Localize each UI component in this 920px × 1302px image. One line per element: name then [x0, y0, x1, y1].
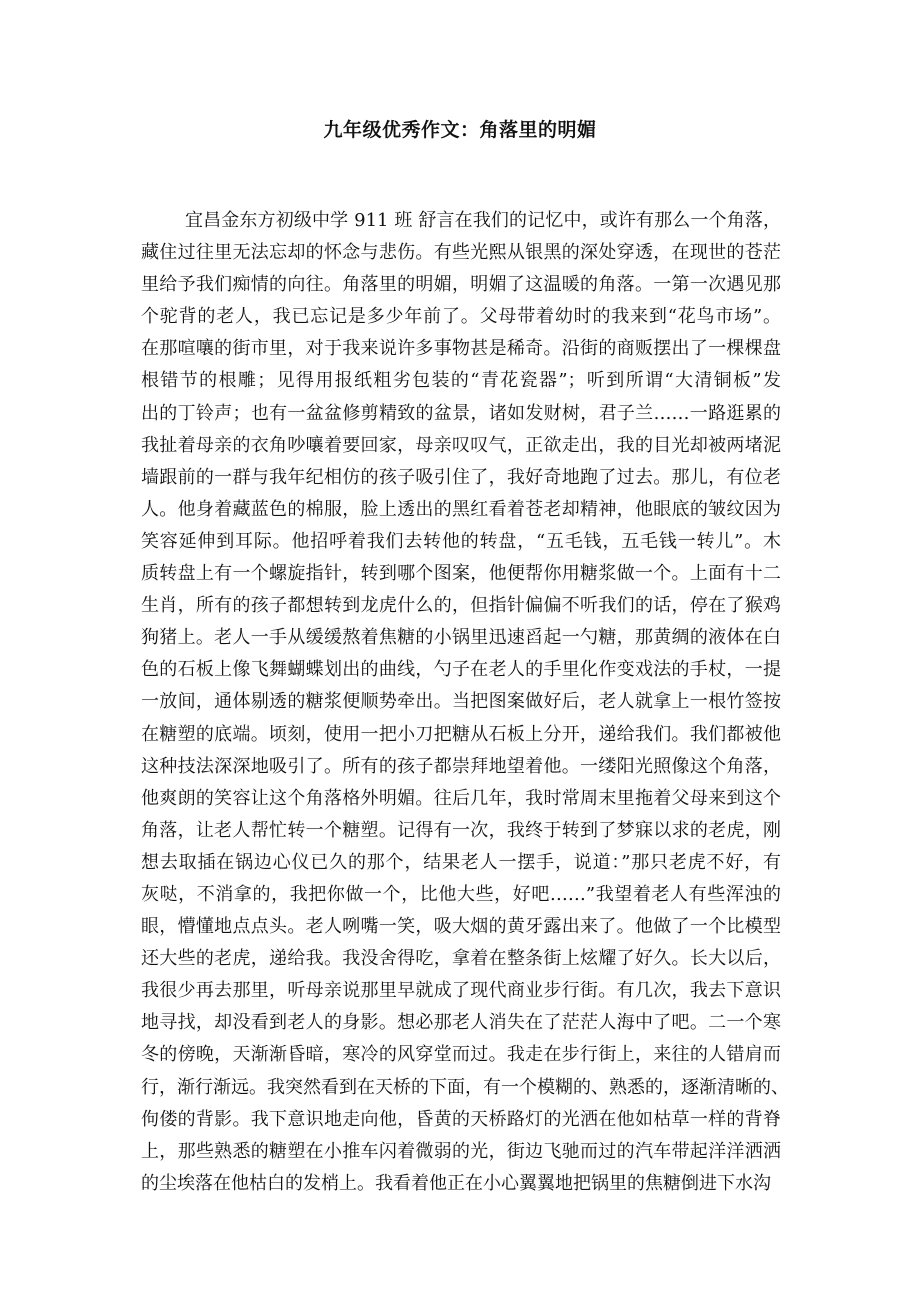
text-line: 灰哒，不消拿的，我把你做一个，比他大些，好吧……”我望着老人有些浑浊的	[141, 883, 781, 905]
text-line: 在糖塑的底端。顷刻，使用一把小刀把糖从石板上分开，递给我们。我们都被他	[141, 723, 781, 745]
text-line: 想去取插在锅边心仪已久的那个，结果老人一摆手，说道：”那只老虎不好，有	[141, 851, 781, 873]
text-line: 角落，让老人帮忙转一个糖塑。记得有一次，我终于转到了梦寐以求的老虎，刚	[141, 819, 781, 841]
text-line: 行，渐行渐远。我突然看到在天桥的下面，有一个模糊的、熟悉的，逐渐清晰的、	[141, 1076, 789, 1098]
text-line: 的尘埃落在他枯白的发梢上。我看着他正在小心翼翼地把锅里的焦糖倒进下水沟	[141, 1172, 771, 1194]
text-line: 根错节的根雕；见得用报纸粗劣包装的“青花瓷器”；听到所谓“大清铜板”发	[141, 370, 781, 392]
text-line: 狗猪上。老人一手从缓缓熬着焦糖的小锅里迅速舀起一勺糖，那黄绸的液体在白	[141, 627, 781, 649]
text-line: 眼，懵懂地点点头。老人咧嘴一笑，吸大烟的黄牙露出来了。他做了一个比模型	[141, 916, 781, 938]
text-line: 宜昌金东方初级中学 911 班 舒言在我们的记忆中，或许有那么一个角落，	[185, 210, 781, 231]
text-line: 冬的傍晚，天渐渐昏暗，寒冷的风穿堂而过。我走在步行街上，来往的人错肩而	[141, 1044, 781, 1066]
text-line: 一放间，通体剔透的糖浆便顺势牵出。当把图案做好后，老人就拿上一根竹签按	[141, 691, 781, 713]
text-line: 在那喧嚷的街市里，对于我来说许多事物甚是稀奇。沿街的商贩摆出了一棵棵盘	[141, 338, 781, 360]
text-line: 佝偻的背影。我下意识地走向他，昏黄的天桥路灯的光洒在他如枯草一样的背脊	[141, 1108, 781, 1130]
text-line: 地寻找，却没看到老人的身影。想必那老人消失在了茫茫人海中了吧。二一个寒	[141, 1012, 781, 1034]
text-line: 里给予我们痴情的向往。角落里的明媚，明媚了这温暖的角落。一第一次遇见那	[141, 274, 781, 296]
text-line: 生肖，所有的孩子都想转到龙虎什么的，但指针偏偏不听我们的话，停在了猴鸡	[141, 595, 781, 617]
text-line: 个驼背的老人，我已忘记是多少年前了。父母带着幼时的我来到“花鸟市场”。	[141, 306, 781, 328]
text-line: 还大些的老虎，递给我。我没舍得吃，拿着在整条街上炫耀了好久。长大以后，	[141, 948, 781, 970]
essay-body	[141, 205, 789, 1200]
text-line: 上，那些熟悉的糖塑在小推车闪着微弱的光，街边飞驰而过的汽车带起洋洋洒洒	[141, 1140, 781, 1162]
text-line: 人。他身着藏蓝色的棉服，脸上透出的黑红看着苍老却精神，他眼底的皱纹因为	[141, 498, 781, 520]
text-line: 这种技法深深地吸引了。所有的孩子都崇拜地望着他。一缕阳光照像这个角落，	[141, 755, 781, 777]
text-line: 出的丁铃声；也有一盆盆修剪精致的盆景，诸如发财树，君子兰……一路逛累的	[141, 402, 781, 424]
text-line: 我扯着母亲的衣角吵嚷着要回家，母亲叹叹气，正欲走出，我的目光却被两堵泥	[141, 434, 781, 456]
text-line: 墙跟前的一群与我年纪相仿的孩子吸引住了，我好奇地跑了过去。那儿，有位老	[141, 466, 781, 488]
document-title: 九年级优秀作文：角落里的明媚	[323, 119, 597, 141]
text-line: 我很少再去那里，听母亲说那里早就成了现代商业步行街。有几次，我去下意识	[141, 980, 781, 1002]
text-line: 他爽朗的笑容让这个角落格外明媚。往后几年，我时常周末里拖着父母来到这个	[141, 787, 781, 809]
text-line: 藏住过往里无法忘却的怀念与悲伤。有些光熙从银黑的深处穿透，在现世的苍茫	[141, 242, 781, 264]
text-line: 质转盘上有一个螺旋指针，转到哪个图案，他便帮你用糖浆做一个。上面有十二	[141, 563, 781, 585]
text-line: 色的石板上像飞舞蝴蝶划出的曲线，勺子在老人的手里化作变戏法的手杖，一提	[141, 659, 781, 681]
text-line: 笑容延伸到耳际。他招呼着我们去转他的转盘，“五毛钱，五毛钱一转儿”。木	[141, 530, 781, 552]
